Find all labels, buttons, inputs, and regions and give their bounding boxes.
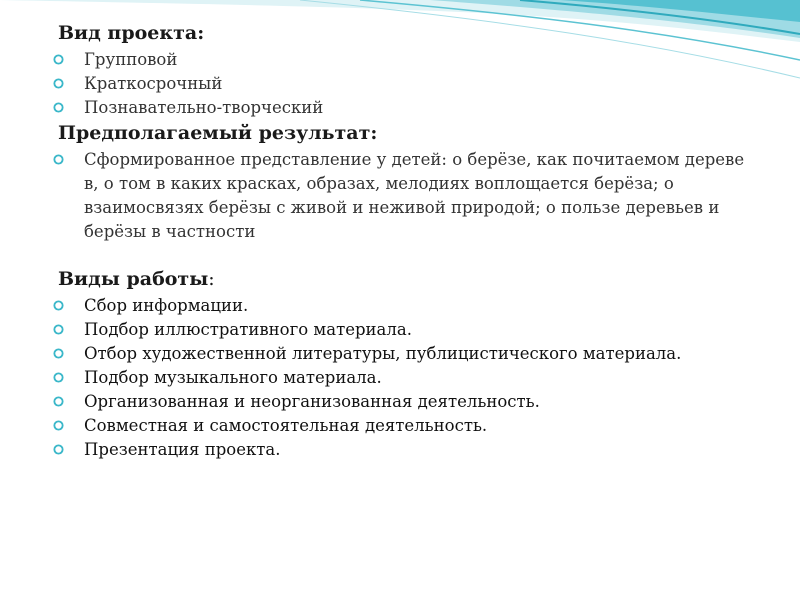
bullet-icon bbox=[53, 300, 64, 311]
list-item-text: Подбор музыкального материала. bbox=[84, 368, 382, 387]
list-item bbox=[50, 48, 760, 72]
bullet-icon bbox=[53, 420, 64, 431]
list-item-text: Сформированное представление у детей: о берёзе, как почитаемом дереве в, о том в каких красках, образах, мелодиях воплощается берёза; о взаимосвязях берёзы с живой и неживой природой; о пользе деревьев и берёзы в частности bbox=[84, 150, 745, 241]
list-item-text: Сбор информации. bbox=[84, 296, 249, 315]
list-item bbox=[50, 414, 760, 438]
work-types-heading-text: Виды работы bbox=[58, 268, 209, 290]
bullet-icon bbox=[53, 102, 64, 113]
list-item-text: Совместная и самостоятельная деятельность. bbox=[84, 416, 488, 435]
list-item-text: Групповой bbox=[84, 50, 178, 69]
bullet-icon bbox=[53, 372, 64, 383]
expected-result-list bbox=[50, 148, 760, 244]
list-item bbox=[50, 366, 760, 390]
project-type-heading: Вид проекта: bbox=[58, 22, 205, 44]
list-item bbox=[50, 72, 760, 96]
list-item bbox=[50, 294, 760, 318]
bullet-icon bbox=[53, 78, 64, 89]
bullet-icon bbox=[53, 396, 64, 407]
list-item bbox=[50, 96, 760, 120]
list-item-text: Подбор иллюстративного материала. bbox=[84, 320, 412, 339]
list-item-text: Познавательно-творческий bbox=[84, 98, 324, 117]
list-item-text: Презентация проекта. bbox=[84, 440, 281, 459]
bullet-icon bbox=[53, 324, 64, 335]
list-item bbox=[50, 438, 760, 462]
list-item-text: Отбор художественной литературы, публицистического материала. bbox=[84, 344, 682, 363]
list-item bbox=[50, 318, 760, 342]
list-item bbox=[50, 148, 760, 244]
list-item bbox=[50, 342, 760, 366]
work-types-heading bbox=[58, 266, 760, 292]
project-type-list bbox=[50, 48, 760, 120]
work-types-heading-colon: : bbox=[208, 268, 215, 290]
work-types-list bbox=[50, 294, 760, 462]
bullet-icon bbox=[53, 348, 64, 359]
list-item-text: Организованная и неорганизованная деятельность. bbox=[84, 392, 540, 411]
list-item-text: Краткосрочный bbox=[84, 74, 223, 93]
bullet-icon bbox=[53, 54, 64, 65]
spacer bbox=[50, 244, 760, 266]
slide-content bbox=[50, 20, 760, 462]
expected-result-heading: Предполагаемый результат: bbox=[58, 122, 378, 144]
bullet-icon bbox=[53, 154, 64, 165]
bullet-icon bbox=[53, 444, 64, 455]
list-item bbox=[50, 390, 760, 414]
